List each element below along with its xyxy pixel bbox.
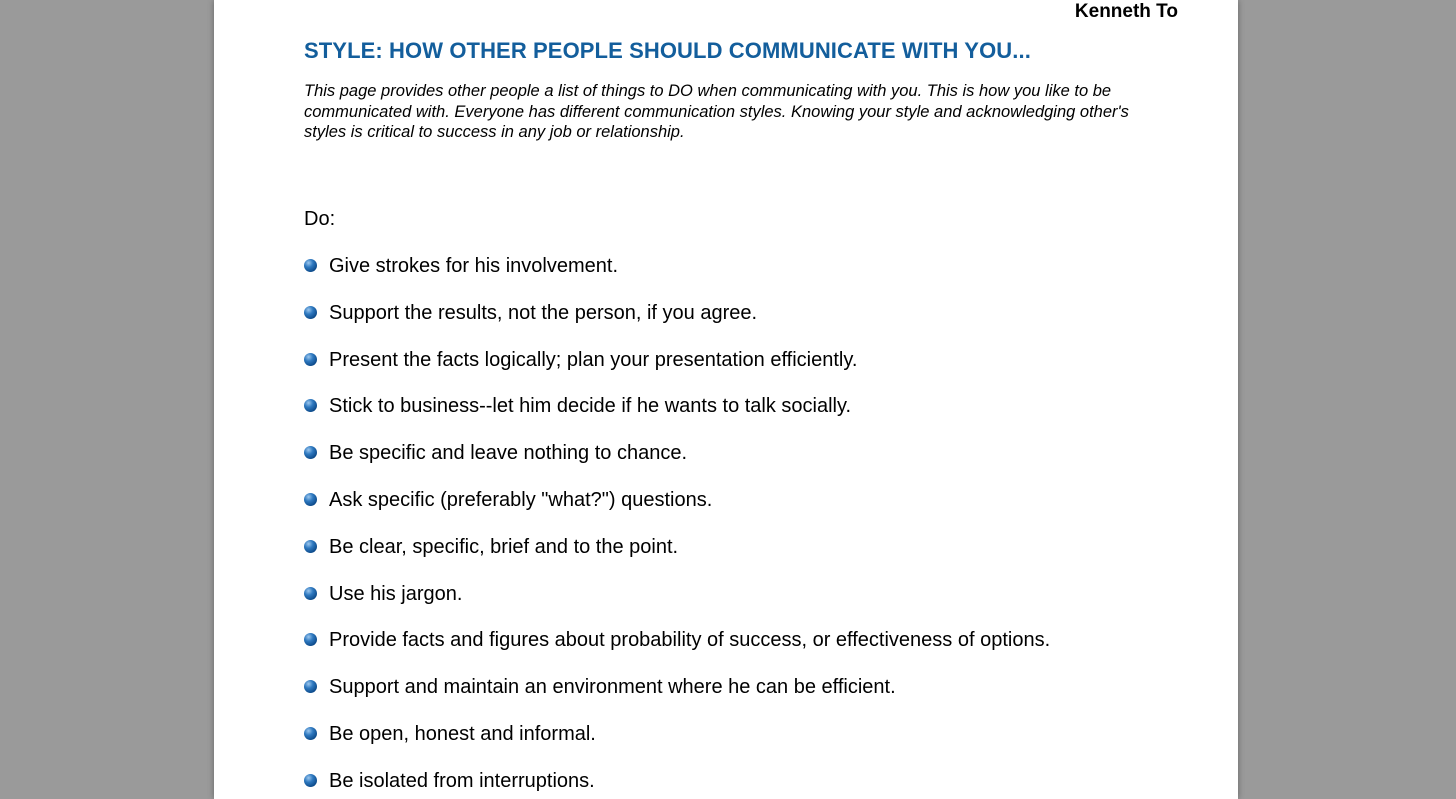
- bullet-icon: [304, 774, 317, 787]
- page-title: STYLE: HOW OTHER PEOPLE SHOULD COMMUNICATE WITH YOU...: [304, 38, 1031, 63]
- intro-paragraph: This page provides other people a list of things to DO when communicating with you. This is how you like to be communicated with. Everyone has different communication styles. Knowing your style and acknowledging other's styles is critical to success in any job or relationship.: [304, 82, 1129, 141]
- list-item: [304, 441, 1050, 488]
- list-item-text: Support and maintain an environment where he can be efficient.: [329, 676, 896, 699]
- bullet-icon: [304, 306, 317, 319]
- author-name: Kenneth To: [1074, 1, 1178, 22]
- bullet-icon: [304, 259, 317, 272]
- list-item-text: Support the results, not the person, if you agree.: [329, 301, 758, 324]
- list-item-text: Provide facts and figures about probability of success, or effectiveness of options.: [329, 629, 1051, 652]
- bullet-icon: [304, 633, 317, 646]
- list-item-text: Use his jargon.: [329, 582, 463, 605]
- list-item: [304, 535, 1050, 582]
- list-item-text: Stick to business--let him decide if he wants to talk socially.: [329, 395, 852, 418]
- do-list: [304, 254, 1050, 799]
- bullet-icon: [304, 493, 317, 506]
- list-item: [304, 722, 1050, 769]
- list-item-text: Be specific and leave nothing to chance.: [329, 442, 688, 465]
- bullet-icon: [304, 680, 317, 693]
- bullet-icon: [304, 353, 317, 366]
- list-item: [304, 582, 1050, 629]
- list-item-text: Be open, honest and informal.: [329, 722, 596, 745]
- list-item: [304, 254, 1050, 301]
- list-item: [304, 301, 1050, 348]
- do-heading: Do:: [304, 208, 336, 230]
- bullet-icon: [304, 399, 317, 412]
- list-item-text: Be clear, specific, brief and to the point.: [329, 535, 679, 558]
- list-item: [304, 628, 1050, 675]
- bullet-icon: [304, 540, 317, 553]
- list-item-text: Ask specific (preferably "what?") questions.: [329, 488, 713, 511]
- list-item-text: Present the facts logically; plan your presentation efficiently.: [329, 348, 858, 371]
- document-page: [214, 0, 1238, 799]
- list-item: [304, 488, 1050, 535]
- bullet-icon: [304, 727, 317, 740]
- list-item: [304, 394, 1050, 441]
- list-item-text: Be isolated from interruptions.: [329, 769, 595, 792]
- bullet-icon: [304, 587, 317, 600]
- list-item: [304, 769, 1050, 799]
- bullet-icon: [304, 446, 317, 459]
- list-item: [304, 348, 1050, 395]
- list-item-text: Give strokes for his involvement.: [329, 255, 618, 277]
- list-item: [304, 675, 1050, 722]
